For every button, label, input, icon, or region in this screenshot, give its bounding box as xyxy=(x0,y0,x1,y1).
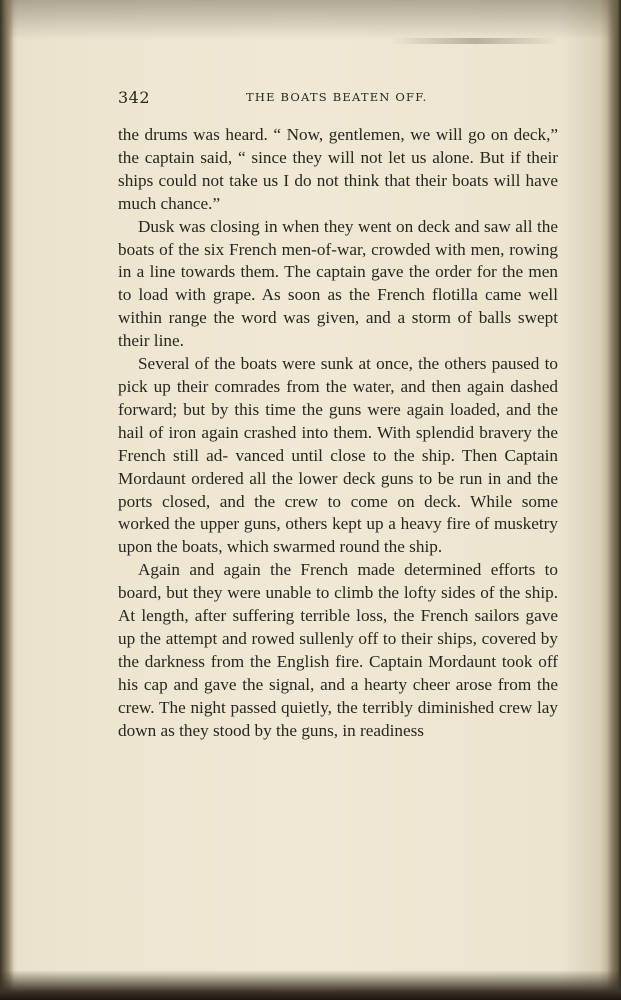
paragraph: Several of the boats were sunk at once, the others paused to pick up their comrades from the water, and then again dashed forward; but by this time the guns were again loaded, and the hail of iron again crashed into them. With splendid bravery the French still ad- vanced until close to the ship. Then Captain Mordaunt ordered all the lower deck guns to be run in and the ports closed, and the crew to come on deck. While some worked the upper guns, others kept up a heavy fire of musketry upon the boats, which swarmed round the ship. xyxy=(118,354,558,557)
page-binding-shadow xyxy=(607,0,621,1000)
paragraph: Dusk was closing in when they went on deck and saw all the boats of the six French men-of-war, crowded with men, rowing in a line towards them. The captain gave the order for the men to load with grape. As soon as the French flotilla came well within range the word was given, and a storm of balls swept their line. xyxy=(118,216,558,351)
page-header xyxy=(118,88,556,112)
page-left-edge xyxy=(0,0,14,1000)
paragraph-continued: the drums was heard. “ Now, gentlemen, we will go on deck,” the captain said, “ since they will not let us alone. But if their ships could not take us I do not think that their boats will have much chance.” xyxy=(118,125,558,213)
page-top-mark xyxy=(390,38,560,44)
page-body xyxy=(118,124,558,742)
page-number: 342 xyxy=(118,88,151,107)
paragraph: Again and again the French made determined efforts to board, but they were unable to climb the lofty sides of the ship. At length, after suffering terrible loss, the French sailors gave up the attempt and rowed sullenly off to their ships, covered by the darkness from the English fire. Captain Mordaunt took off his cap and gave the signal, and a hearty cheer arose from the crew. The night passed quietly, the terribly diminished crew lay down as they stood by the guns, in readiness xyxy=(118,560,558,740)
running-head: THE BOATS BEATEN OFF. xyxy=(246,90,428,104)
